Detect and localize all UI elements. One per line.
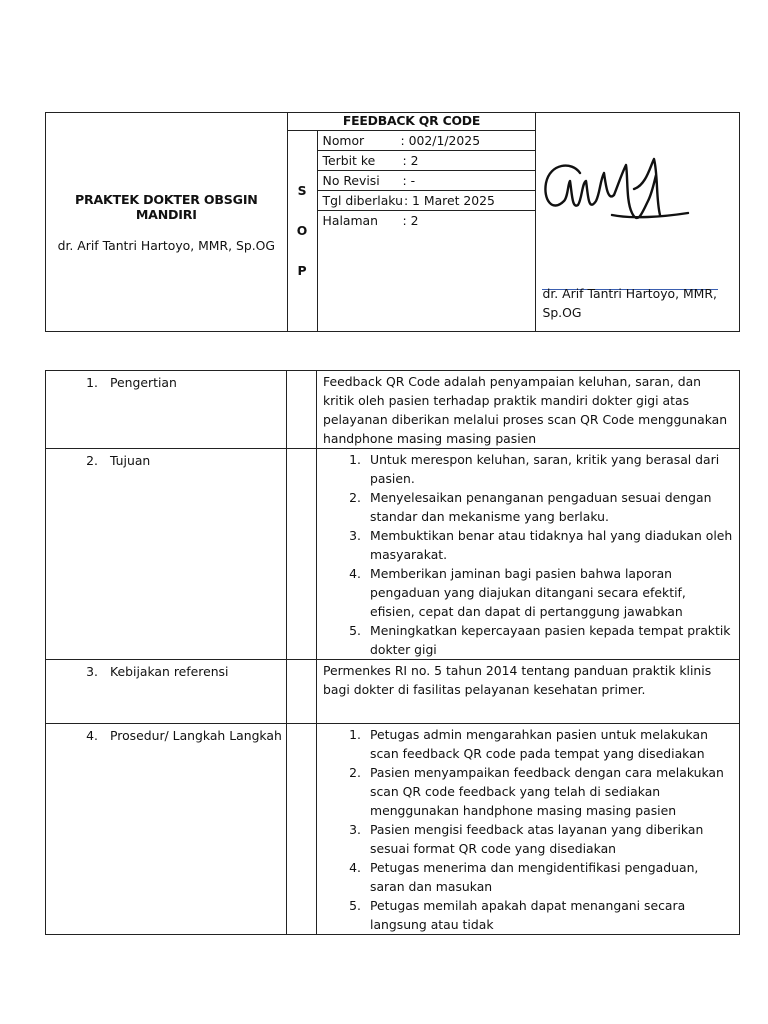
doctor-name: dr. Arif Tantri Hartoyo, MMR, Sp.OG xyxy=(57,237,276,253)
section-label-cell xyxy=(46,724,287,935)
list-item: 1. Petugas admin mengarahkan pasien untuk melakukan scan feedback QR code pada tempat yang disediakan xyxy=(349,727,708,761)
meta-label: Halaman xyxy=(322,213,379,228)
list-item: 4. Memberikan jaminan bagi pasien bahwa laporan pengaduan yang diajukan ditangani secara efektif, efisien, cepat dan dapat di pertanggung jawabkan xyxy=(349,566,686,619)
signature-image xyxy=(542,153,692,233)
meta-value: : 1 Maret 2025 xyxy=(403,193,495,208)
section-label-cell xyxy=(46,449,287,660)
signatory-name: dr. Arif Tantri Hartoyo, MMR, Sp.OG xyxy=(542,286,717,320)
list-item: 5. Petugas memilah apakah dapat menangani secara langsung atau tidak xyxy=(349,898,686,932)
section-row-kebijakan xyxy=(46,660,740,724)
list-item: 3. Membuktikan benar atau tidaknya hal yang diadukan oleh masyarakat. xyxy=(349,528,733,562)
section-row-tujuan xyxy=(46,449,740,660)
meta-value: : 2 xyxy=(402,213,419,228)
meta-value: : 002/1/2025 xyxy=(400,133,481,148)
section-text: Permenkes RI no. 5 tahun 2014 tentang panduan praktik klinis bagi dokter di fasilitas pelayanan kesehatan primer. xyxy=(317,660,740,724)
list-item: 5. Meningkatkan kepercayaan pasien kepada tempat praktik dokter gigi xyxy=(349,623,731,657)
meta-label: Tgl diberlaku xyxy=(322,193,403,208)
section-number: 4. xyxy=(86,728,98,743)
meta-label: Terbit ke xyxy=(322,153,376,168)
sop-label xyxy=(287,131,317,332)
section-label: Tujuan xyxy=(110,453,151,468)
section-number: 2. xyxy=(86,453,98,468)
meta-value: : - xyxy=(402,173,416,188)
list-item: 3. Pasien mengisi feedback atas layanan yang diberikan sesuai format QR code yang disediakan xyxy=(349,822,704,856)
section-text: Feedback QR Code adalah penyampaian keluhan, saran, dan kritik oleh pasien terhadap praktik mandiri dokter gigi atas pelayanan diberikan melalui proses scan QR Code menggunakan handphone masing masing pasien xyxy=(317,371,740,449)
section-number: 3. xyxy=(86,664,98,679)
meta-row-terbit xyxy=(318,151,536,171)
section-number: 1. xyxy=(86,375,98,390)
list-item: 4. Petugas menerima dan mengidentifikasi pengaduan, saran dan masukan xyxy=(349,860,699,894)
section-list-cell xyxy=(317,449,740,660)
list-item: 2. Pasien menyampaikan feedback dengan cara melakukan scan QR code feedback yang telah di sediakan menggunakan handphone masing masing pasien xyxy=(349,765,724,818)
list-item: 1. Untuk merespon keluhan, saran, kritik yang berasal dari pasien. xyxy=(349,452,720,486)
document-title: FEEDBACK QR CODE xyxy=(287,113,536,131)
section-label: Prosedur/ Langkah Langkah xyxy=(110,728,282,743)
meta-label: Nomor xyxy=(322,133,365,148)
section-row-prosedur xyxy=(46,724,740,935)
section-row-pengertian xyxy=(46,371,740,449)
spacer-cell xyxy=(287,660,317,724)
org-cell xyxy=(46,113,288,332)
meta-row-revisi xyxy=(318,171,536,191)
meta-row-tgl xyxy=(318,191,536,211)
sop-content-table xyxy=(45,370,740,935)
spacer-cell xyxy=(287,724,317,935)
tujuan-list xyxy=(323,450,733,659)
list-item: 2. Menyelesaikan penanganan pengaduan sesuai dengan standar dan mekanisme yang berlaku. xyxy=(349,490,712,524)
meta-value: : 2 xyxy=(402,153,419,168)
section-label: Kebijakan referensi xyxy=(110,664,229,679)
meta-row-nomor xyxy=(318,131,536,151)
section-label-cell xyxy=(46,371,287,449)
org-name: PRAKTEK DOKTER OBSGIN MANDIRI xyxy=(74,191,258,222)
section-label: Pengertian xyxy=(110,375,177,390)
section-list-cell xyxy=(317,724,740,935)
sop-letter-s: S xyxy=(297,183,307,198)
prosedur-list xyxy=(323,725,733,934)
spacer-cell xyxy=(287,371,317,449)
sop-header-table xyxy=(45,112,740,332)
sop-letter-p: P xyxy=(297,263,307,278)
meta-label: No Revisi xyxy=(322,173,380,188)
section-label-cell xyxy=(46,660,287,724)
meta-block xyxy=(317,131,536,332)
meta-row-halaman xyxy=(318,211,536,231)
sop-letter-o: O xyxy=(296,223,308,238)
signature-cell xyxy=(536,113,740,332)
spacer-cell xyxy=(287,449,317,660)
